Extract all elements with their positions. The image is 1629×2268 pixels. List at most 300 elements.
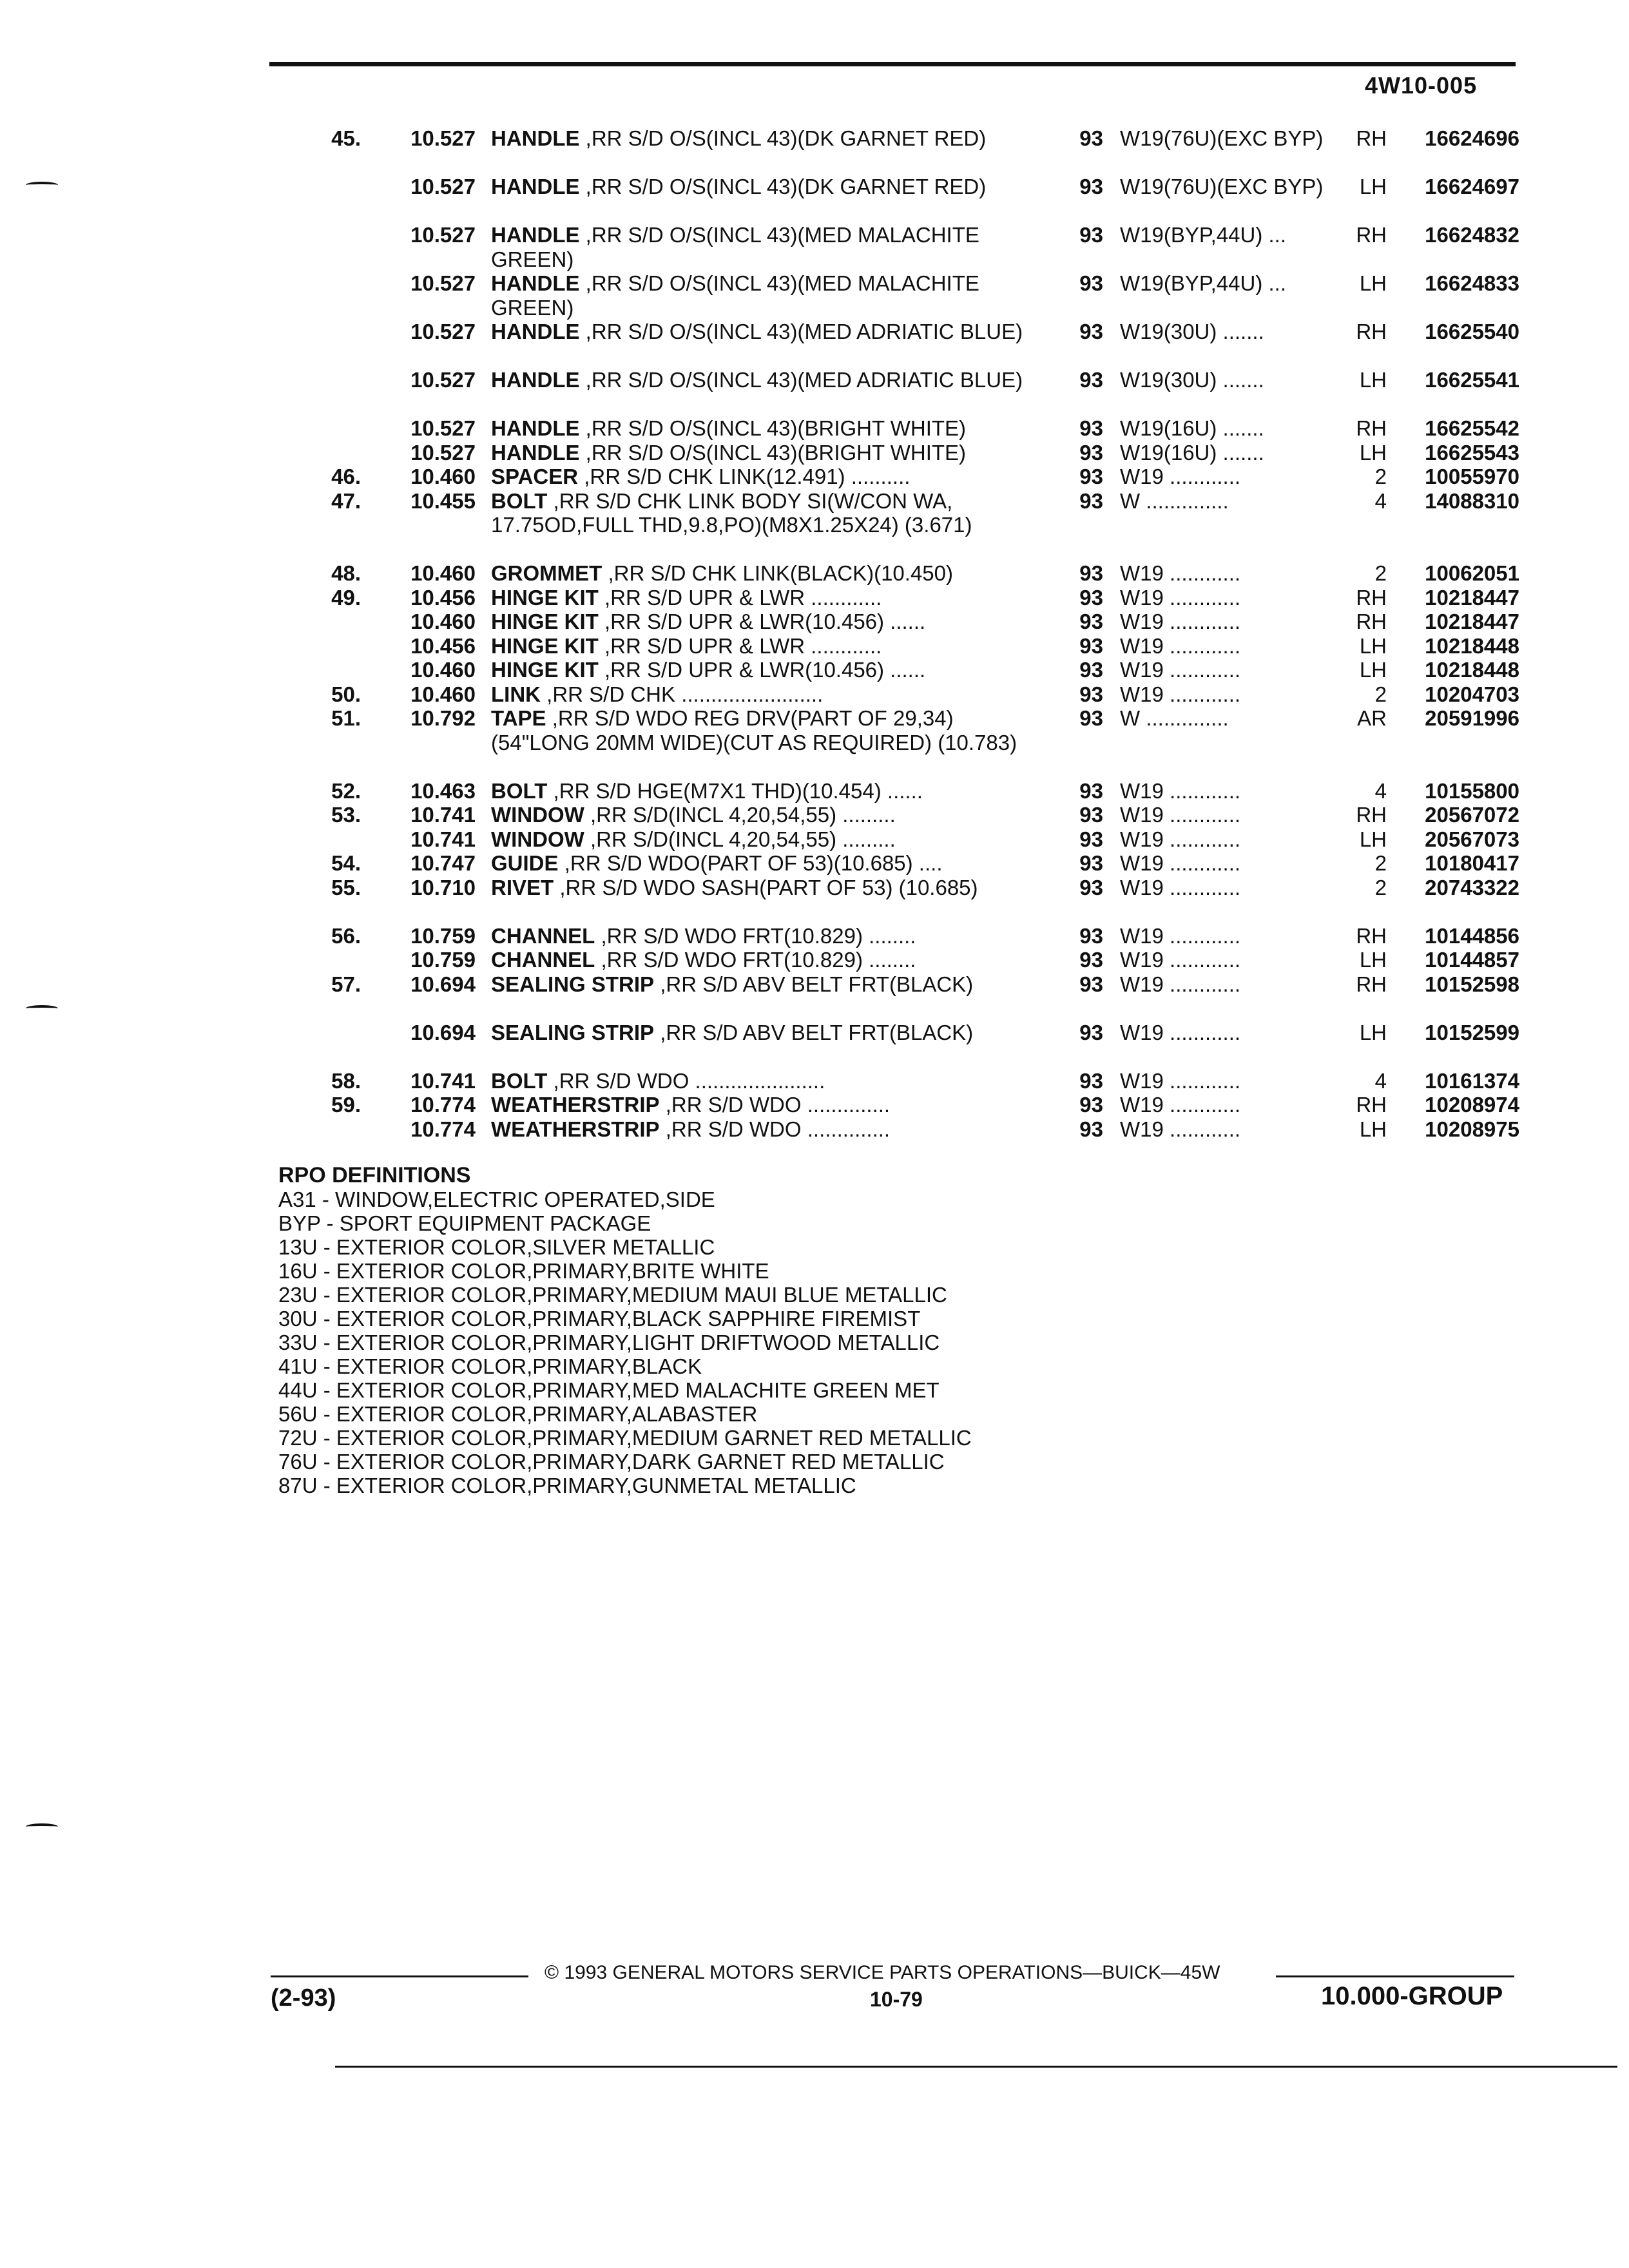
item-number: 51. [331,706,361,730]
model-year: 93 [1079,320,1103,343]
part-description [491,682,1026,707]
part-name: HANDLE [491,416,580,440]
usage-code: W19(76U)(EXC BYP) [1120,126,1324,150]
group-number: 10.527 [410,271,476,295]
footer-date: (2-93) [271,1984,336,2012]
parts-row [0,416,1629,441]
part-detail: ,RR S/D CHK LINK(BLACK)(10.450) [608,561,953,585]
part-description [491,320,1026,344]
part-description [491,368,1026,392]
item-number: 54. [331,851,361,875]
group-number: 10.792 [410,706,476,730]
part-detail: ,RR S/D O/S(INCL 43)(MED MALACHITE GREEN) [491,271,979,320]
part-number: 10208975 [1425,1117,1519,1141]
part-number: 10208974 [1425,1093,1519,1117]
group-number: 10.710 [410,875,476,899]
parts-row [0,658,1629,682]
part-number: 10218448 [1425,633,1519,658]
parts-row [0,561,1629,586]
usage-code: W19(30U) ....... [1120,368,1264,392]
part-number: 10062051 [1425,561,1519,585]
item-number: 55. [331,875,361,899]
item-number: 56. [331,923,361,948]
part-name: WINDOW [491,803,584,827]
part-name: SEALING STRIP [491,972,655,996]
part-detail: ,RR S/D UPR & LWR ............ [604,633,882,658]
part-number: 16625543 [1425,440,1519,465]
part-detail: ,RR S/D WDO ...................... [553,1068,825,1093]
part-description [491,489,1026,537]
group-number: 10.759 [410,948,476,972]
usage-code: W19 ............ [1120,585,1241,610]
parts-row [0,876,1629,924]
part-number: 16624833 [1425,271,1519,295]
part-number: 10144856 [1425,923,1519,948]
model-year: 93 [1079,416,1103,440]
usage-code: W19 ............ [1120,827,1241,851]
part-detail: ,RR S/D CHK LINK(12.491) .......... [584,465,911,488]
part-detail: ,RR S/D(INCL 4,20,54,55) ......... [590,803,896,827]
usage-code: W19(16U) ....... [1120,440,1264,465]
parts-row [0,827,1629,852]
part-name: GUIDE [491,851,559,875]
usage-code: W19 ............ [1120,465,1241,488]
part-detail: ,RR S/D UPR & LWR(10.456) ...... [604,658,926,682]
part-number: 10152599 [1425,1020,1519,1044]
item-number: 52. [331,778,361,803]
group-number: 10.527 [410,368,476,392]
part-number: 20591996 [1425,706,1519,730]
part-description [491,948,1026,972]
quantity: RH [1356,126,1387,150]
part-number: 16624696 [1425,126,1519,150]
group-number: 10.460 [410,682,476,706]
part-detail: ,RR S/D WDO .............. [665,1117,891,1141]
part-description [491,441,1026,465]
quantity: 2 [1374,875,1387,899]
part-number: 20567072 [1425,803,1519,827]
quantity: LH [1359,175,1387,198]
part-number: 10218447 [1425,610,1519,633]
model-year: 93 [1079,875,1103,899]
part-name: SEALING STRIP [491,1020,655,1044]
parts-row [0,465,1629,489]
usage-code: W19 ............ [1120,1068,1241,1093]
model-year: 93 [1079,440,1103,465]
part-detail: ,RR S/D O/S(INCL 43)(DK GARNET RED) [585,175,987,198]
quantity: RH [1356,1093,1387,1117]
part-name: TAPE [491,706,546,730]
rpo-list [278,1187,972,1497]
part-description [491,827,1026,852]
part-description [491,1117,1026,1142]
parts-row [0,126,1629,175]
group-number: 10.460 [410,561,476,585]
group-number: 10.527 [410,320,476,343]
usage-code: W19 ............ [1120,633,1241,658]
group-number: 10.774 [410,1117,476,1141]
quantity: 2 [1374,682,1387,706]
quantity: 2 [1374,851,1387,875]
parts-row [0,948,1629,972]
parts-row [0,1021,1629,1069]
rpo-definition: 72U - EXTERIOR COLOR,PRIMARY,MEDIUM GARNET RED METALLIC [278,1426,972,1450]
part-name: HINGE KIT [491,610,599,633]
quantity: LH [1359,658,1387,682]
part-description [491,223,1026,271]
part-description [491,416,1026,441]
parts-row [0,634,1629,658]
group-number: 10.774 [410,1093,476,1117]
item-number: 59. [331,1093,361,1117]
part-name: HINGE KIT [491,633,599,658]
group-number: 10.456 [410,585,476,610]
group-number: 10.741 [410,827,476,851]
usage-code: W19 ............ [1120,923,1241,948]
quantity: LH [1359,440,1387,465]
part-description [491,586,1026,610]
quantity: 2 [1374,465,1387,488]
part-detail: ,RR S/D WDO .............. [665,1093,891,1117]
model-year: 93 [1079,610,1103,633]
part-detail: ,RR S/D O/S(INCL 43)(BRIGHT WHITE) [585,440,967,465]
part-detail: ,RR S/D ABV BELT FRT(BLACK) [660,1020,974,1044]
part-name: HANDLE [491,440,580,465]
part-detail: ,RR S/D WDO(PART OF 53)(10.685) .... [564,851,943,875]
parts-row [0,1117,1629,1142]
part-number: 10218447 [1425,585,1519,610]
binder-mark [26,1005,58,1012]
part-number: 16624832 [1425,223,1519,247]
model-year: 93 [1079,1093,1103,1117]
part-detail: ,RR S/D UPR & LWR ............ [604,585,882,610]
part-name: HANDLE [491,271,580,295]
rpo-definition: 16U - EXTERIOR COLOR,PRIMARY,BRITE WHITE [278,1259,769,1283]
item-number: 57. [331,972,361,996]
item-number: 45. [331,126,361,150]
group-number: 10.463 [410,778,476,803]
model-year: 93 [1079,1020,1103,1044]
part-name: WEATHERSTRIP [491,1117,660,1141]
part-description [491,924,1026,948]
usage-code: W19(76U)(EXC BYP) [1120,175,1324,198]
model-year: 93 [1079,1117,1103,1141]
group-number: 10.460 [410,658,476,682]
part-description [491,803,1026,827]
parts-row [0,441,1629,465]
part-number: 10161374 [1425,1068,1519,1093]
part-number: 20567073 [1425,827,1519,851]
model-year: 93 [1079,923,1103,948]
group-number: 10.747 [410,851,476,875]
part-detail: ,RR S/D WDO SASH(PART OF 53) (10.685) [559,875,978,899]
rpo-definition: A31 - WINDOW,ELECTRIC OPERATED,SIDE [278,1187,715,1211]
part-detail: ,RR S/D HGE(M7X1 THD)(10.454) ...... [553,778,923,803]
parts-row [0,706,1629,779]
parts-row [0,586,1629,610]
parts-row [0,682,1629,707]
parts-row [0,223,1629,271]
quantity: RH [1356,585,1387,610]
group-number: 10.527 [410,440,476,465]
parts-row [0,489,1629,562]
model-year: 93 [1079,658,1103,682]
item-number: 49. [331,585,361,610]
quantity: RH [1356,416,1387,440]
part-detail: ,RR S/D O/S(INCL 43)(MED ADRIATIC BLUE) [585,368,1023,392]
rpo-definition: 87U - EXTERIOR COLOR,PRIMARY,GUNMETAL METALLIC [278,1474,856,1497]
part-detail: ,RR S/D WDO REG DRV(PART OF 29,34) (54"LONG 20MM WIDE)(CUT AS REQUIRED) (10.783) [491,706,1017,754]
header-rule [269,62,1516,66]
rpo-definition: 30U - EXTERIOR COLOR,PRIMARY,BLACK SAPPHIRE FIREMIST [278,1307,921,1331]
model-year: 93 [1079,827,1103,851]
model-year: 93 [1079,633,1103,658]
part-name: SPACER [491,465,579,488]
part-detail: ,RR S/D O/S(INCL 43)(MED ADRIATIC BLUE) [585,320,1023,343]
part-description [491,561,1026,586]
part-number: 10055970 [1425,465,1519,488]
footer-copyright: © 1993 GENERAL MOTORS SERVICE PARTS OPERATIONS—BUICK—45W [545,1962,1220,1983]
usage-code: W .............. [1120,706,1229,730]
parts-row [0,271,1629,320]
parts-row [0,320,1629,368]
item-number: 48. [331,561,361,585]
part-detail: ,RR S/D O/S(INCL 43)(MED MALACHITE GREEN) [491,223,979,271]
quantity: 2 [1374,561,1387,585]
footer-group: 10.000-GROUP [1321,1982,1503,2010]
part-detail: ,RR S/D WDO FRT(10.829) ........ [601,923,916,948]
part-name: HINGE KIT [491,585,599,610]
quantity: RH [1356,972,1387,996]
part-description [491,876,1026,900]
group-number: 10.527 [410,416,476,440]
part-number: 10204703 [1425,682,1519,706]
usage-code: W19(30U) ....... [1120,320,1264,343]
usage-code: W19(16U) ....... [1120,416,1264,440]
model-year: 93 [1079,803,1103,827]
part-detail: ,RR S/D CHK LINK BODY SI(W/CON WA, 17.75OD,FULL THD,9.8,PO)(M8X1.25X24) (3.671) [491,488,972,537]
model-year: 93 [1079,778,1103,803]
quantity: 4 [1374,488,1387,513]
group-number: 10.527 [410,175,476,198]
item-number: 53. [331,803,361,827]
model-year: 93 [1079,561,1103,585]
part-description [491,1069,1026,1093]
quantity: LH [1359,368,1387,392]
parts-row [0,779,1629,803]
part-number: 10155800 [1425,778,1519,803]
usage-code: W19 ............ [1120,682,1241,706]
part-name: HINGE KIT [491,658,599,682]
model-year: 93 [1079,851,1103,875]
rpo-definition: 33U - EXTERIOR COLOR,PRIMARY,LIGHT DRIFTWOOD METALLIC [278,1331,940,1354]
part-detail: ,RR S/D O/S(INCL 43)(BRIGHT WHITE) [585,416,967,440]
group-number: 10.741 [410,1068,476,1093]
model-year: 93 [1079,972,1103,996]
group-number: 10.759 [410,923,476,948]
rpo-title: RPO DEFINITIONS [278,1163,471,1187]
rpo-definition: 56U - EXTERIOR COLOR,PRIMARY,ALABASTER [278,1402,758,1426]
page-number: 10-79 [870,1988,923,2011]
parts-row [0,851,1629,876]
part-name: BOLT [491,488,548,513]
part-description [491,634,1026,658]
part-name: GROMMET [491,561,602,585]
quantity: RH [1356,923,1387,948]
parts-row [0,972,1629,1021]
footer-rule-right [1276,1975,1514,1977]
quantity: RH [1356,803,1387,827]
part-name: BOLT [491,1068,548,1093]
item-number: 46. [331,465,361,488]
part-description [491,779,1026,803]
page-id: 4W10-005 [1365,72,1478,99]
part-detail: ,RR S/D O/S(INCL 43)(DK GARNET RED) [585,126,987,150]
quantity: LH [1359,271,1387,295]
part-name: HANDLE [491,175,580,198]
parts-row [0,924,1629,948]
footer-rule-left [271,1975,528,1977]
part-name: HANDLE [491,368,580,392]
part-name: HANDLE [491,320,580,343]
footer-bottom-rule [335,2066,1617,2068]
model-year: 93 [1079,271,1103,295]
usage-code: W19 ............ [1120,610,1241,633]
part-number: 16625542 [1425,416,1519,440]
parts-row [0,610,1629,634]
quantity: RH [1356,610,1387,633]
part-description [491,465,1026,489]
usage-code: W19 ............ [1120,1093,1241,1117]
quantity: RH [1356,223,1387,247]
part-name: RIVET [491,875,554,899]
part-detail: ,RR S/D CHK ........................ [546,682,824,706]
usage-code: W19 ............ [1120,1020,1241,1044]
item-number: 50. [331,682,361,706]
part-description [491,271,1026,320]
quantity: 4 [1374,778,1387,803]
rpo-definition: 41U - EXTERIOR COLOR,PRIMARY,BLACK [278,1354,702,1378]
part-number: 10180417 [1425,851,1519,875]
binder-mark [26,1823,58,1830]
part-description [491,126,1026,151]
part-description [491,851,1026,876]
quantity: LH [1359,633,1387,658]
parts-row [0,368,1629,416]
part-description [491,610,1026,634]
parts-row [0,803,1629,827]
group-number: 10.741 [410,803,476,827]
usage-code: W19 ............ [1120,658,1241,682]
group-number: 10.527 [410,126,476,150]
item-number: 58. [331,1068,361,1093]
part-name: BOLT [491,778,548,803]
rpo-definition: 76U - EXTERIOR COLOR,PRIMARY,DARK GARNET RED METALLIC [278,1450,945,1474]
quantity: LH [1359,827,1387,851]
part-number: 16625541 [1425,368,1519,392]
parts-row [0,175,1629,223]
quantity: LH [1359,1020,1387,1044]
part-description [491,658,1026,682]
part-number: 10152598 [1425,972,1519,996]
usage-code: W19(BYP,44U) ... [1120,271,1286,295]
part-name: CHANNEL [491,923,595,948]
rpo-definition: 23U - EXTERIOR COLOR,PRIMARY,MEDIUM MAUI BLUE METALLIC [278,1283,947,1307]
parts-row [0,1093,1629,1117]
part-detail: ,RR S/D WDO FRT(10.829) ........ [601,948,916,972]
model-year: 93 [1079,465,1103,488]
model-year: 93 [1079,706,1103,730]
usage-code: W19 ............ [1120,561,1241,585]
quantity: 4 [1374,1068,1387,1093]
part-name: WINDOW [491,827,584,851]
part-name: LINK [491,682,541,706]
model-year: 93 [1079,585,1103,610]
rpo-definition: 13U - EXTERIOR COLOR,SILVER METALLIC [278,1235,715,1259]
model-year: 93 [1079,1068,1103,1093]
model-year: 93 [1079,126,1103,150]
group-number: 10.455 [410,488,476,513]
item-number: 47. [331,488,361,513]
usage-code: W19 ............ [1120,778,1241,803]
quantity: LH [1359,1117,1387,1141]
part-name: HANDLE [491,126,580,150]
usage-code: W .............. [1120,488,1229,513]
part-number: 10144857 [1425,948,1519,972]
part-detail: ,RR S/D ABV BELT FRT(BLACK) [660,972,974,996]
usage-code: W19 ............ [1120,851,1241,875]
usage-code: W19(BYP,44U) ... [1120,223,1286,247]
part-description [491,972,1026,997]
usage-code: W19 ............ [1120,803,1241,827]
group-number: 10.460 [410,610,476,633]
quantity: RH [1356,320,1387,343]
parts-list [0,126,1629,1141]
parts-row [0,1069,1629,1093]
part-description [491,1021,1026,1045]
part-description [491,175,1026,199]
part-description [491,706,1026,754]
rpo-definition: 44U - EXTERIOR COLOR,PRIMARY,MED MALACHITE GREEN MET [278,1378,940,1402]
rpo-definition: BYP - SPORT EQUIPMENT PACKAGE [278,1211,651,1235]
model-year: 93 [1079,368,1103,392]
quantity: AR [1357,706,1387,730]
model-year: 93 [1079,682,1103,706]
group-number: 10.456 [410,633,476,658]
part-detail: ,RR S/D(INCL 4,20,54,55) ......... [590,827,896,851]
part-name: WEATHERSTRIP [491,1093,660,1117]
part-number: 16625540 [1425,320,1519,343]
usage-code: W19 ............ [1120,972,1241,996]
usage-code: W19 ............ [1120,1117,1241,1141]
part-description [491,1093,1026,1117]
quantity: LH [1359,948,1387,972]
model-year: 93 [1079,175,1103,198]
part-number: 14088310 [1425,488,1519,513]
model-year: 93 [1079,948,1103,972]
group-number: 10.694 [410,972,476,996]
part-name: HANDLE [491,223,580,247]
rpo-definitions [278,1164,972,1497]
group-number: 10.694 [410,1020,476,1044]
part-number: 16624697 [1425,175,1519,198]
model-year: 93 [1079,488,1103,513]
usage-code: W19 ............ [1120,948,1241,972]
usage-code: W19 ............ [1120,875,1241,899]
part-number: 20743322 [1425,875,1519,899]
model-year: 93 [1079,223,1103,247]
part-name: CHANNEL [491,948,595,972]
